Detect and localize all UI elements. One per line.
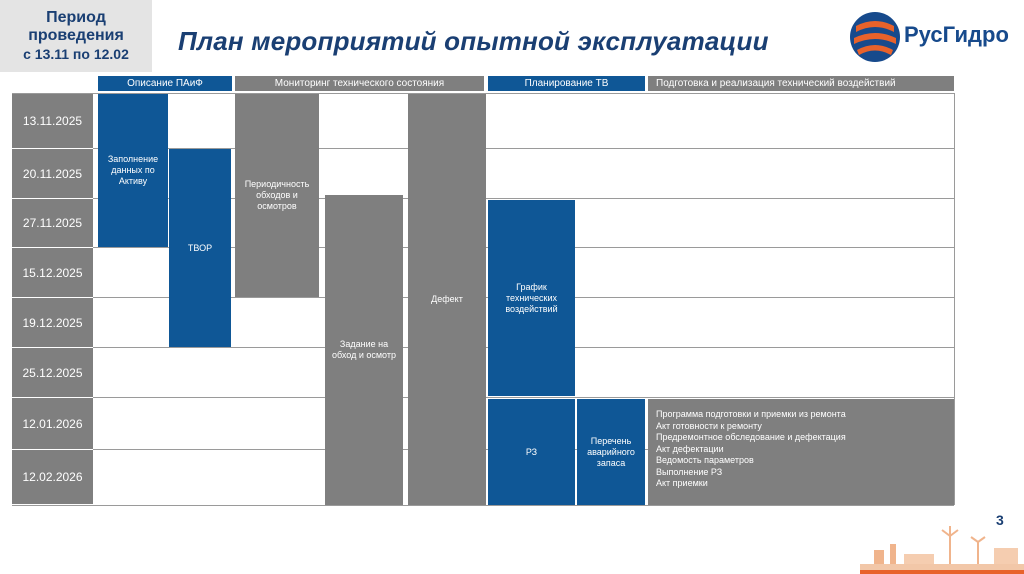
header-planning: Планирование ТВ [488, 76, 645, 91]
date-cell: 12.01.2026 [12, 398, 93, 450]
block-inspection-period: Периодичность обходов и осмотров [235, 94, 319, 297]
block-fill-asset-data: Заполнение данных по Активу [98, 94, 168, 247]
list-item: Акт готовности к ремонту [656, 420, 762, 431]
grid-line [12, 505, 954, 506]
date-cell: 19.12.2025 [12, 298, 93, 348]
logo-text: РусГидро [904, 22, 1009, 47]
block-tvor: ТВОР [169, 149, 231, 347]
block-tech-schedule: График технических воздействий [488, 200, 575, 396]
period-line-2: проведения [28, 27, 124, 44]
list-item: Акт дефектации [656, 443, 724, 454]
block-repair-documents [648, 399, 954, 505]
header-asset-description: Описание ПАиФ [98, 76, 232, 91]
date-cell: 15.12.2025 [12, 248, 93, 298]
date-cell: 12.02.2026 [12, 450, 93, 505]
grid-vline [954, 93, 955, 505]
block-emergency-stock: Перечень аварийного запаса [577, 399, 645, 505]
date-cell: 27.11.2025 [12, 199, 93, 248]
period-box [0, 0, 152, 72]
block-rz: РЗ [488, 399, 575, 505]
header-implementation: Подготовка и реализация технический воздействий [648, 76, 954, 91]
slide-title: План мероприятий опытной эксплуатации [178, 26, 769, 56]
period-line-3: с 13.11 по 12.02 [23, 46, 129, 62]
header-monitoring: Мониторинг технического состояния [235, 76, 484, 91]
date-cell: 13.11.2025 [12, 94, 93, 149]
date-cell: 20.11.2025 [12, 149, 93, 199]
block-inspection-task: Задание на обход и осмотр [325, 195, 403, 505]
date-cell: 25.12.2025 [12, 348, 93, 398]
list-item: Выполнение РЗ [656, 466, 723, 477]
period-line-1: Период [46, 9, 106, 26]
list-item: Ведомость параметров [656, 455, 754, 465]
footer-landscape-icon [860, 520, 1024, 574]
list-item: Программа подготовки и приемки из ремонта [656, 409, 846, 419]
block-defect: Дефект [408, 94, 486, 505]
list-item: Акт приемки [656, 478, 708, 488]
list-item: Предремонтное обследование и дефектация [656, 432, 846, 442]
page-number: 3 [996, 512, 1004, 528]
